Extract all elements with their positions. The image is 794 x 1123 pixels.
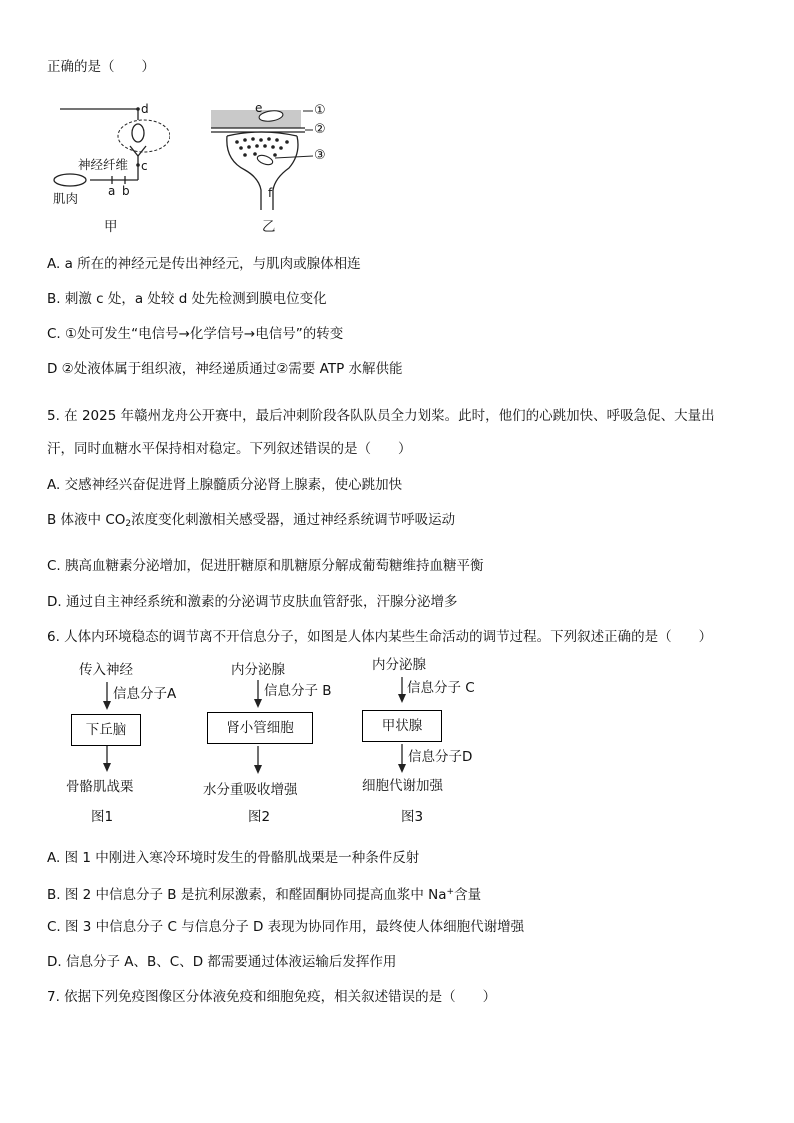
caption-jia: 甲: [104, 219, 118, 235]
label-a: a: [108, 184, 116, 198]
fig3-signal: 信息分子 C: [407, 680, 475, 696]
q6-option-b: [47, 883, 481, 904]
q4-option-d: D ②处液体属于组织液，神经递质通过②需要 ATP 水解供能: [47, 361, 403, 377]
fig3-box: 甲状腺: [362, 710, 442, 742]
q6-option-b-sup: +: [446, 887, 455, 897]
fig2-caption: 图2: [248, 809, 271, 825]
fig2-top: 内分泌腺: [231, 662, 285, 678]
fig1-bottom: 骨骼肌战栗: [66, 779, 134, 795]
q4-stem-tail: 正确的是（ ）: [47, 59, 155, 75]
label-d: d: [141, 102, 149, 116]
fig3-top: 内分泌腺: [372, 657, 426, 673]
fig3-caption: 图3: [401, 809, 424, 825]
label-f: f: [268, 186, 273, 200]
fig1-caption: 图1: [91, 809, 114, 825]
fig3-signal2: 信息分子D: [408, 749, 473, 765]
q4-option-c: C. ①处可发生“电信号→化学信号→电信号”的转变: [47, 326, 344, 342]
label-circ2: ②: [314, 122, 326, 137]
q5-option-c: C. 胰高血糖素分泌增加，促进肝糖原和肌糖原分解成葡萄糖维持血糖平衡: [47, 558, 484, 574]
q5-option-b-sub: 2: [125, 519, 132, 529]
fig1-top: 传入神经: [79, 662, 133, 678]
label-circ3: ③: [314, 148, 326, 163]
fig1-box: 下丘脑: [71, 714, 141, 746]
q5-option-b-post: 浓度变化刺激相关感受器，通过神经系统调节呼吸运动: [131, 512, 456, 528]
fig2-signal: 信息分子 B: [264, 683, 332, 699]
fig2-box: 肾小管细胞: [207, 712, 313, 744]
label-c: c: [141, 159, 148, 173]
q5-stem-line1: 5. 在 2025 年赣州龙舟公开赛中，最后冲刺阶段各队队员全力划桨。此时，他们的心跳加快、呼吸急促、大量出: [47, 408, 715, 424]
q6-figure-1: [62, 658, 192, 828]
figure-yi-synapse: [205, 98, 345, 238]
q5-stem-line2: 汗，同时血糖水平保持相对稳定。下列叙述错误的是（ ）: [47, 441, 412, 457]
q6-option-d: D. 信息分子 A、B、C、D 都需要通过体液运输后发挥作用: [47, 954, 397, 970]
label-circ1: ①: [314, 103, 326, 118]
q6-option-c: C. 图 3 中信息分子 C 与信息分子 D 表现为协同作用，最终使人体细胞代谢增强: [47, 919, 525, 935]
q6-stem: 6. 人体内环境稳态的调节离不开信息分子，如图是人体内某些生命活动的调节过程。下列叙述正确的是（ ）: [47, 629, 713, 645]
q5-option-d: D. 通过自主神经系统和激素的分泌调节皮肤血管舒张，汗腺分泌增多: [47, 594, 458, 610]
q5-option-a: A. 交感神经兴奋促进肾上腺髓质分泌肾上腺素，使心跳加快: [47, 477, 403, 493]
label-nerve-fiber: 神经纤维: [78, 157, 129, 172]
label-b: b: [122, 184, 130, 198]
q6-figure-3: [356, 652, 516, 828]
q7-stem: 7. 依据下列免疫图像区分体液免疫和细胞免疫，相关叙述错误的是（ ）: [47, 989, 497, 1005]
label-e: e: [255, 101, 263, 115]
q5-option-b: [47, 511, 455, 533]
label-muscle: 肌肉: [53, 191, 79, 206]
q6-option-a: A. 图 1 中刚进入寒冷环境时发生的骨骼肌战栗是一种条件反射: [47, 850, 420, 866]
fig3-bottom: 细胞代谢加强: [362, 778, 443, 794]
caption-yi: 乙: [262, 219, 276, 235]
q6-option-b-pre: B. 图 2 中信息分子 B 是抗利尿激素，和醛固酮协同提高血浆中 Na: [47, 887, 447, 903]
fig1-signal: 信息分子A: [113, 686, 177, 702]
q4-option-b: B. 刺激 c 处，a 处较 d 处先检测到膜电位变化: [47, 291, 327, 307]
q5-option-b-pre: B 体液中 CO: [47, 512, 126, 528]
q4-option-a: A. a 所在的神经元是传出神经元，与肌肉或腺体相连: [47, 256, 361, 272]
figure-jia-reflex-arc: [50, 98, 170, 238]
fig2-bottom: 水分重吸收增强: [203, 782, 298, 798]
q6-option-b-post: 含量: [454, 887, 482, 903]
q6-figure-2: [198, 658, 358, 828]
